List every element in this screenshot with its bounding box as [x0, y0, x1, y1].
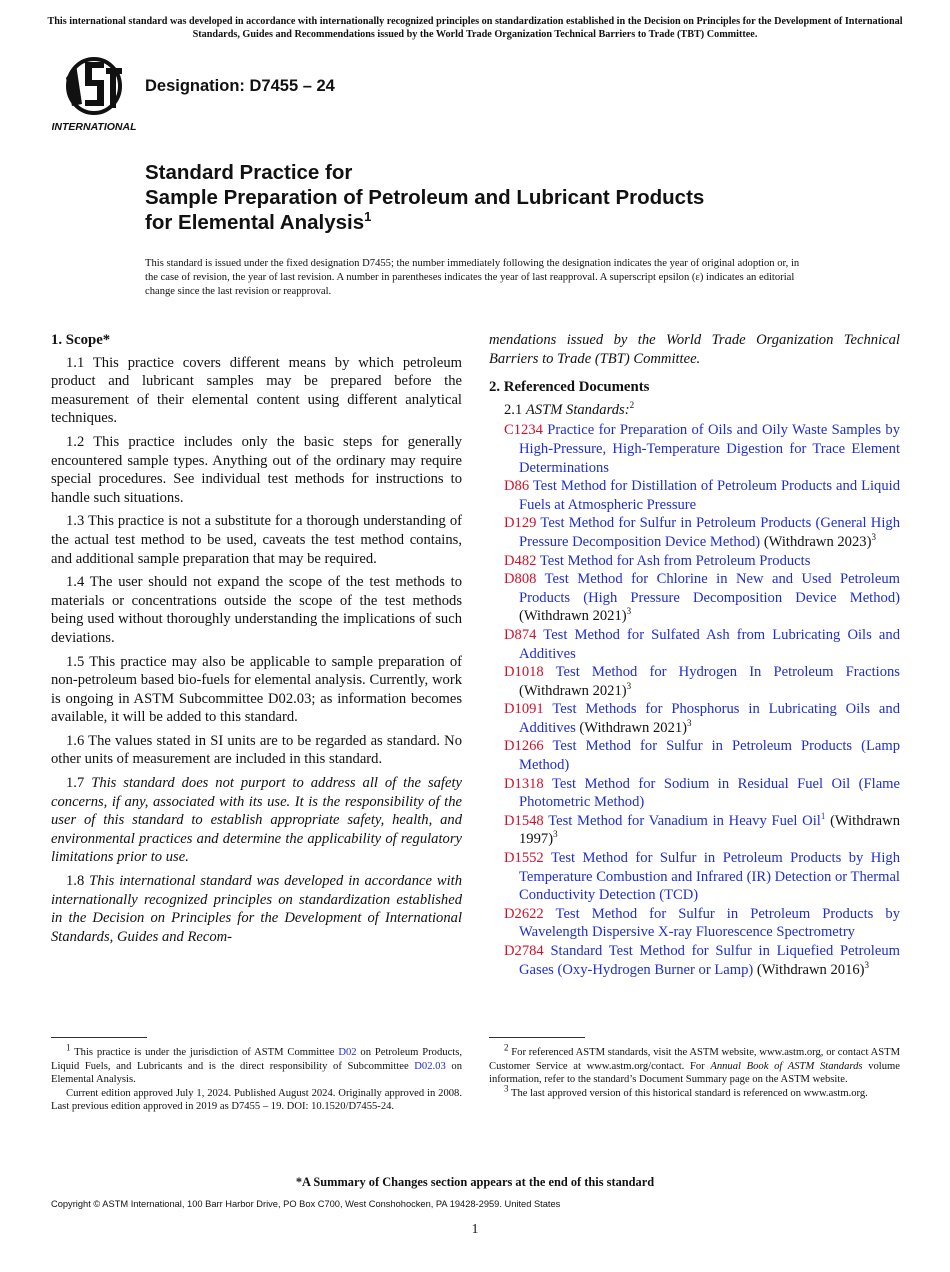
reference-list [489, 421, 900, 979]
title-line-3: for Elemental Analysis [145, 211, 365, 234]
withdrawn-note: (Withdrawn 2021) [519, 682, 627, 699]
astm-standards-label: 2.1 ASTM Standards:$^2$ [504, 399, 635, 418]
reference-title-mark: 1 [820, 810, 826, 821]
reference-code-link[interactable]: D129 [504, 515, 537, 532]
footnote-mark: 3 [864, 959, 870, 970]
reference-item [489, 663, 900, 700]
reference-code-link[interactable]: D2622 [504, 905, 544, 922]
reference-title-link[interactable]: Standard Test Method for Sulfur in Liquefied Petroleum Gases (Oxy-Hydrogen Burner or Lamp) [519, 943, 900, 978]
reference-item [489, 477, 900, 514]
reference-title-link[interactable]: Test Method for Sulfur in Petroleum Products (Lamp Method) [519, 738, 900, 774]
footnote-2: $^2$ For referenced ASTM standards, visit the ASTM website, www.astm.org, or contact ASTM Customer Service at www.astm.org/contact. For Annual Book of ASTM Standards volume information, refer to the standard’s Document Summary page on the ASTM website. [489, 1042, 900, 1086]
reference-title-link[interactable]: Test Method for Ash from Petroleum Products [539, 552, 811, 569]
issued-note: This standard is issued under the fixed designation D7455; the number immediately following the designation indicates the year of original adoption or, in the case of revision, the year of last revision. A number in parentheses indicates the year of last reapproval. A superscript epsilon (ε) indicates an editorial change since the last revision or reapproval. [145, 258, 800, 297]
scope-para-1-6: 1.6 The values stated in SI units are to be regarded as standard. No other units of measurement are included in this standard. [51, 732, 462, 768]
reference-item [489, 552, 900, 571]
reference-code-link[interactable]: D1548 [504, 812, 544, 829]
reference-title-link[interactable]: Practice for Preparation of Oils and Oily Waste Samples by High-Pressure, High-Temperature Digestion for Trace Element Determinations [519, 422, 900, 476]
footnote-mark: 3 [687, 718, 692, 729]
reference-item [489, 570, 900, 626]
right-column [489, 331, 900, 979]
reference-code-link[interactable]: C1234 [504, 422, 543, 439]
reference-code-link[interactable]: D482 [504, 552, 537, 569]
logo-text: INTERNATIONAL [52, 121, 136, 132]
withdrawn-note: (Withdrawn 2023) [763, 533, 872, 550]
scope-para-1-5: 1.5 This practice may also be applicable to sample preparation of non-petroleum based bio-fuels for elemental analysis. Currently, work is ongoing in ASTM Subcommittee D02.03; as information becomes available, it will be added to this standard. [51, 653, 462, 726]
footnote-mark: 3 [626, 606, 632, 617]
subcommittee-link[interactable]: D02.03 [414, 1060, 446, 1072]
footnote-rule-right [489, 1037, 585, 1038]
scope-para-1-8: 1.8 This international standard was developed in accordance with internationally recognized principles on standardization established in the Decision on Principles for the Development of International Standards, Guides and Recom- [51, 873, 463, 945]
reference-title-link[interactable]: Test Method for Sulfur in Petroleum Products (General High Pressure Decomposition Device Method) [519, 515, 900, 550]
reference-title-link[interactable]: Test Method for Sodium in Residual Fuel Oil (Flame Photometric Method) [519, 775, 900, 811]
committee-link[interactable]: D02 [338, 1047, 357, 1058]
astm-logo [52, 56, 136, 132]
scope-para-1-3: 1.3 This practice is not a substitute for a thorough understanding of the actual test method to be used, caveats the test method contains, and additional sample preparation that may be required. [51, 513, 462, 567]
scope-para-1-1: 1.1 This practice covers different means by which petroleum product and lubricant samples may be prepared before the measurement of their elemental content using different analytical techniques. [51, 354, 462, 427]
footnotes-left [51, 1042, 462, 1114]
reference-item [489, 775, 900, 812]
footnote-3: $^3$ The last approved version of this historical standard is referenced on www.astm.org. [504, 1083, 868, 1099]
edition-note: Current edition approved July 1, 2024. Published August 2024. Originally approved in 2008. Last previous edition approved in 2019 as D7455 – 19. DOI: 10.1520/D7455-24. [51, 1087, 462, 1113]
title-footnote-mark: 1 [364, 209, 372, 225]
reference-item [489, 849, 900, 905]
title-line-1: Standard Practice for [145, 161, 353, 184]
copyright: Copyright © ASTM International, 100 Barr Harbor Drive, PO Box C700, West Conshohocken, PA 19428-2959. United States [51, 1199, 561, 1209]
reference-item [489, 514, 900, 551]
reference-code-link[interactable]: D2784 [504, 943, 544, 959]
withdrawn-note: (Withdrawn 2021) [579, 719, 688, 736]
reference-title-link[interactable]: Test Method for Vanadium in Heavy Fuel Oil [548, 812, 821, 829]
reference-title-link[interactable]: Test Method for Hydrogen In Petroleum Fractions [555, 664, 900, 681]
footnote-mark: 3 [626, 680, 632, 691]
reference-code-link[interactable]: D1552 [504, 850, 544, 867]
reference-item [489, 737, 900, 774]
footnote-mark: 3 [871, 532, 876, 543]
top-notice: This international standard was developed in accordance with internationally recognized principles on standardization established in the Decision on Principles for the Development of International Standards, Guides and Recommendations issued by the World Trade Organization Technical Barriers to Trade (TBT) Committee. [47, 16, 903, 40]
withdrawn-note: (Withdrawn 1997) [519, 812, 900, 848]
reference-item [489, 626, 900, 663]
scope-para-1-4: 1.4 The user should not expand the scope of the test methods to materials or concentrations outside the scope of the test methods being used without thoroughly understanding the implications of such deviations. [51, 574, 462, 646]
reference-code-link[interactable]: D874 [504, 626, 537, 643]
reference-code-link[interactable]: D1091 [504, 701, 544, 718]
refs-heading: 2. Referenced Documents [489, 379, 650, 396]
reference-code-link[interactable]: D1318 [504, 775, 544, 792]
reference-title-link[interactable]: Test Method for Sulfur in Petroleum Products by High Temperature Combustion and Infrared (IR) Detection or Thermal Conductivity Detection (TCD) [519, 850, 900, 904]
reference-item [489, 905, 900, 942]
reference-code-link[interactable]: D1266 [504, 738, 544, 755]
scope-para-1-8-continued: mendations issued by the World Trade Organization Technical Barriers to Trade (TBT) Committee. [489, 332, 900, 367]
scope-para-1-7: 1.7 This standard does not purport to address all of the safety concerns, if any, associated with its use. It is the responsibility of the user of this standard to establish appropriate safety, health, and environmental practices and determine the applicability of regulatory limitations prior to use. [51, 775, 462, 866]
document-title [145, 160, 845, 235]
reference-title-link[interactable]: Test Method for Chlorine in New and Used Petroleum Products (High Pressure Decomposition Device Method) [519, 571, 900, 606]
reference-code-link[interactable]: D86 [504, 478, 530, 495]
reference-item [489, 812, 900, 849]
reference-item [489, 421, 900, 477]
designation: Designation: D7455 – 24 [145, 77, 335, 95]
reference-title-link[interactable]: Test Method for Sulfur in Petroleum Products by Wavelength Dispersive X-ray Fluorescence Spectrometry [519, 905, 900, 941]
reference-item [489, 942, 900, 979]
page-number: 1 [471, 1221, 479, 1236]
reference-title-link[interactable]: Test Method for Sulfated Ash from Lubricating Oils and Additives [519, 626, 900, 662]
footnote-mark: 3 [553, 829, 558, 840]
withdrawn-note: (Withdrawn 2016) [756, 961, 865, 978]
reference-item [489, 700, 900, 737]
title-line-2: Sample Preparation of Petroleum and Lubricant Products [145, 186, 705, 209]
reference-title-link[interactable]: Test Methods for Phosphorus in Lubricating Oils and Additives [519, 701, 901, 736]
scope-heading: 1. Scope* [51, 332, 111, 348]
reference-code-link[interactable]: D1018 [504, 664, 544, 681]
reference-code-link[interactable]: D808 [504, 571, 537, 588]
footnote-1: $^1$ This practice is under the jurisdiction of ASTM Committee D02 on Petroleum Products, Liquid Fuels, and Lubricants and is the direct responsibility of Subcommittee D02.03 on Elemental Analysis. [51, 1042, 462, 1086]
reference-title-link[interactable]: Test Method for Distillation of Petroleum Products and Liquid Fuels at Atmospheric Pressure [519, 478, 901, 513]
footnotes-right [489, 1042, 900, 1100]
footnote-rule-left [51, 1037, 147, 1038]
summary-note: *A Summary of Changes section appears at the end of this standard [295, 1175, 655, 1189]
withdrawn-note: (Withdrawn 2021) [519, 608, 627, 625]
scope-para-1-2: 1.2 This practice includes only the basic steps for generally encountered sample types. Anything out of the ordinary may require special procedures. See individual test methods for instructions to handle such situations. [51, 433, 462, 506]
left-column [51, 331, 462, 951]
